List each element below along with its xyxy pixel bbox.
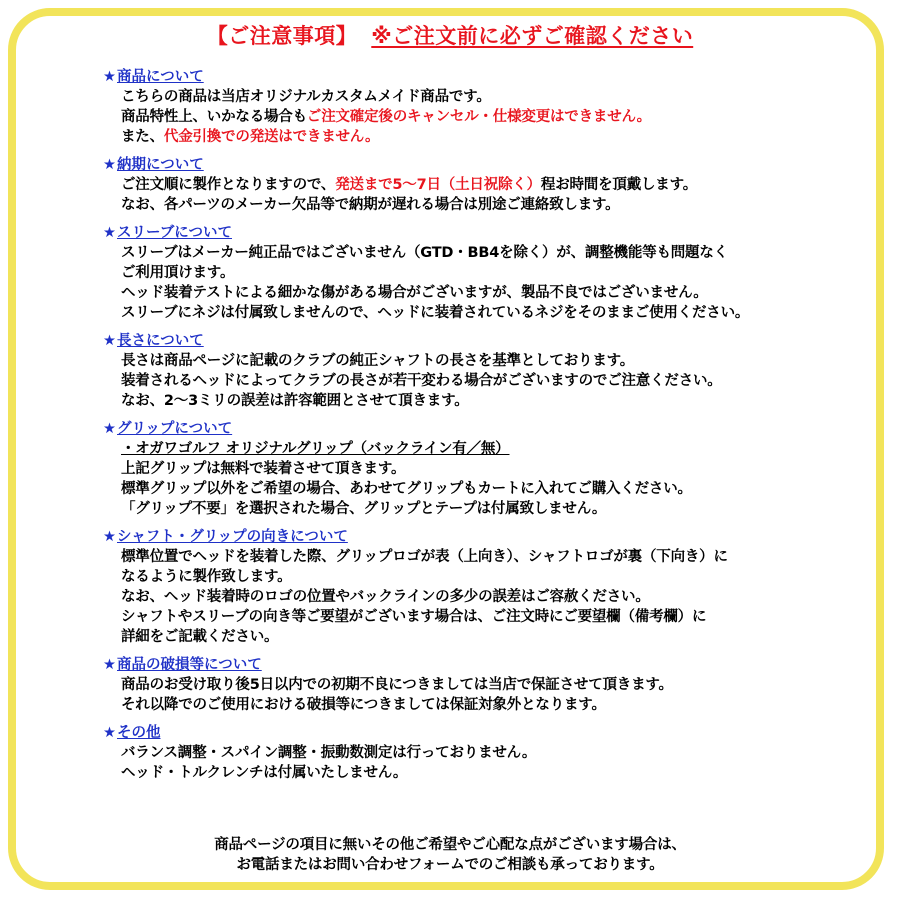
section-line: スリーブはメーカー純正品ではございません（GTD・BB4を除く）が、調整機能等も問題なく [121,245,728,261]
red-emphasis: 発送まで5～7日（土日祝除く） [335,177,541,193]
section-line: 装着されるヘッドによってクラブの長さが若干変わる場合がございますのでご注意ください。 [121,373,722,389]
star-icon: ★ [103,225,116,241]
section-length [103,332,833,411]
section-line: それ以降でのご使用における破損等につきましては保証対象外となります。 [121,697,606,713]
red-emphasis: ご注文確定後のキャンセル・仕様変更はできません。 [306,109,651,125]
page-title [0,20,900,50]
section-line: こちらの商品は当店オリジナルカスタムメイド商品です。 [121,89,491,105]
section-line: なお、ヘッド装着時のロゴの位置やバックラインの多少の誤差はご容赦ください。 [121,589,650,605]
star-icon: ★ [103,69,116,85]
section-line: なお、2～3ミリの誤差は許容範囲とさせて頂きます。 [121,393,469,409]
section-heading: ★グリップについて [103,421,233,437]
title-main: ※ご注文前に必ずご確認ください [371,24,694,48]
section-line: バランス調整・スパイン調整・振動数測定は行っておりません。 [121,745,537,761]
section-heading: ★商品の破損等について [103,657,262,673]
section-line: 商品のお受け取り後5日以内での初期不良につきましては当店で保証させて頂きます。 [121,677,673,693]
star-icon: ★ [103,529,116,545]
section-orientation [103,528,833,647]
section-line: スリーブにネジは付属致しませんので、ヘッドに装着されているネジをそのままご使用ください。 [121,305,750,321]
star-icon: ★ [103,157,116,173]
red-emphasis: 代金引換での発送はできません。 [163,129,380,145]
section-heading: ★長さについて [103,333,204,349]
star-icon: ★ [103,725,116,741]
section-line: 「グリップ不要」を選択された場合、グリップとテープは付属致しません。 [121,501,607,517]
section-heading: ★その他 [103,725,161,741]
section-product [103,68,833,147]
footer-line: 商品ページの項目に無いその他ご希望やご心配な点がございます場合は、 [214,837,686,853]
footer-note [0,835,900,875]
footer-line: お電話またはお問い合わせフォームでのご相談も承っております。 [236,857,664,873]
section-line: また、代金引換での発送はできません。 [121,129,380,145]
section-line: 商品特性上、いかなる場合もご注文確定後のキャンセル・仕様変更はできません。 [121,109,651,125]
star-icon: ★ [103,333,116,349]
section-line: シャフトやスリーブの向き等ご要望がございます場合は、ご注文時にご要望欄（備考欄）に [121,609,707,625]
section-line: なるように製作致します。 [121,569,292,585]
notice-content [103,68,833,792]
section-line: なお、各パーツのメーカー欠品等で納期が遅れる場合は別途ご連絡致します。 [121,197,620,213]
section-sleeve [103,224,833,323]
section-line: ご注文順に製作となりますので、発送まで5～7日（土日祝除く）程お時間を頂戴します。 [121,177,698,193]
section-heading: ★商品について [103,69,204,85]
section-line: ヘッド装着テストによる細かな傷がある場合がございますが、製品不良ではございません。 [121,285,708,301]
section-heading: ★シャフト・グリップの向きについて [103,529,348,545]
section-line: ヘッド・トルクレンチは付属いたしません。 [121,765,408,781]
star-icon: ★ [103,657,116,673]
section-damage [103,656,833,715]
section-line: 詳細をご記載ください。 [121,629,279,645]
section-heading: ★納期について [103,157,204,173]
grip-model-line: ・オガワゴルフ オリジナルグリップ（バックライン有／無） [121,441,510,457]
section-grip [103,420,833,519]
section-line: 標準位置でヘッドを装着した際、グリップロゴが表（上向き）、シャフトロゴが裏（下向き）に [121,549,728,565]
section-line: ご利用頂けます。 [121,265,235,281]
star-icon: ★ [103,421,116,437]
section-line: 長さは商品ページに記載のクラブの純正シャフトの長さを基準としております。 [121,353,635,369]
section-heading: ★スリーブについて [103,225,232,241]
title-bracket: 【ご注意事項】 [206,24,358,48]
section-line: 上記グリップは無料で装着させて頂きます。 [121,461,406,477]
section-delivery [103,156,833,215]
section-other [103,724,833,783]
section-line: 標準グリップ以外をご希望の場合、あわせてグリップもカートに入れてご購入ください。 [121,481,692,497]
